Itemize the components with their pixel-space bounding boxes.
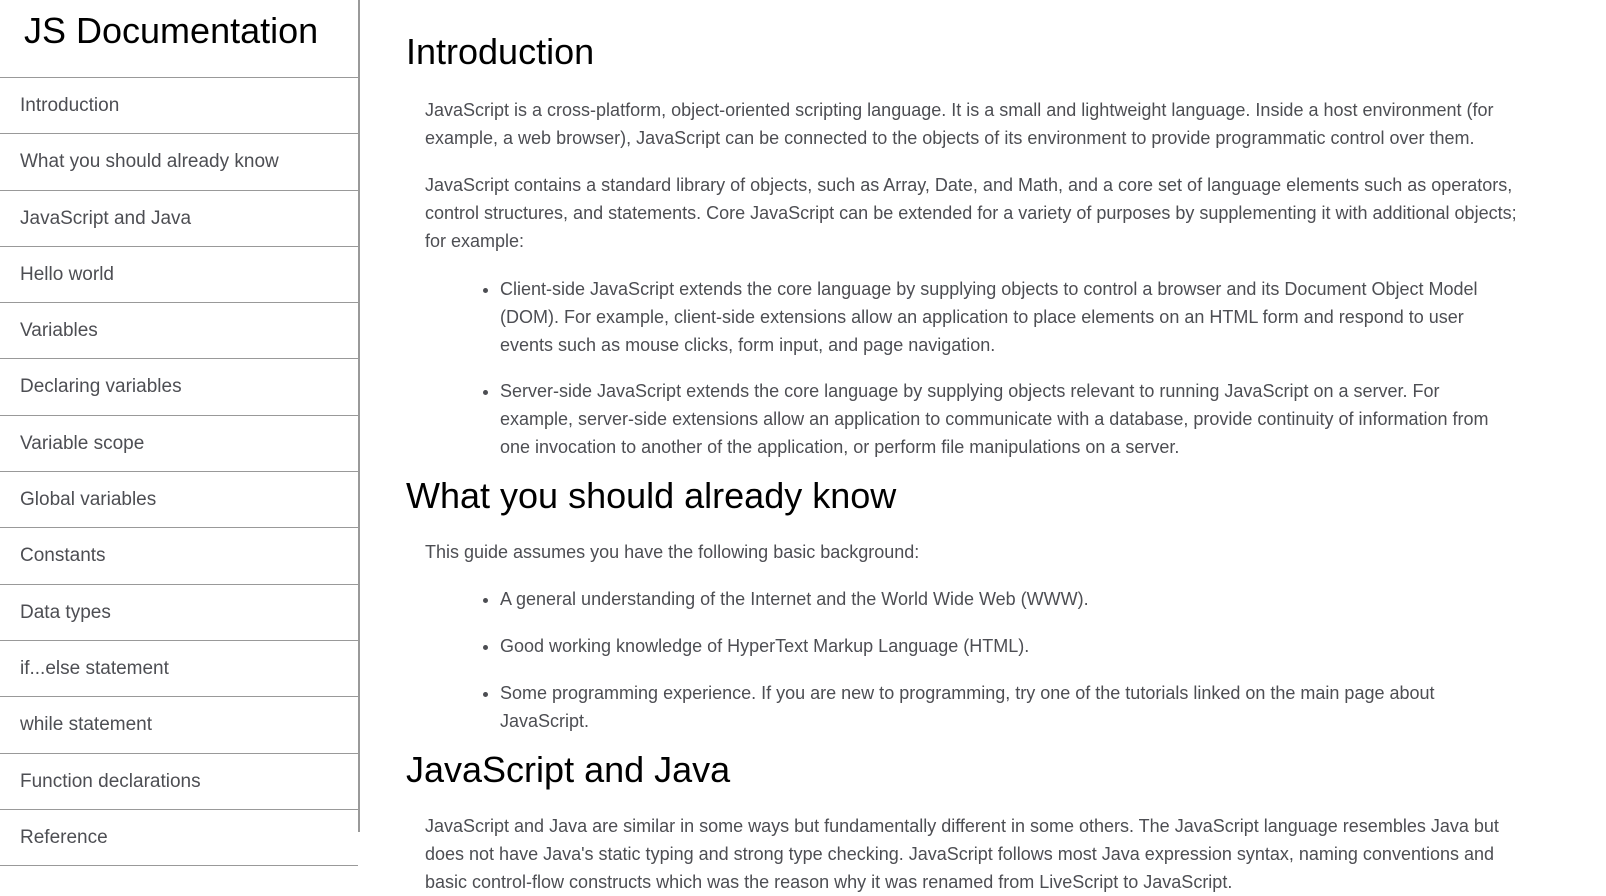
java-paragraph-1: JavaScript and Java are similar in some ways but fundamentally different in some others. The JavaScript language resembles Java but does not have Java's static typing and strong type checking. JavaScript follows most Java expression syntax, naming conventions and basic control-flow constructs which was the reason why it was renamed from LiveScript to JavaScript.: [425, 816, 1499, 892]
nav-link-while-statement[interactable]: while statement: [0, 697, 358, 753]
nav-link-javascript-and-java[interactable]: JavaScript and Java: [0, 191, 358, 247]
nav-link-function-declarations[interactable]: Function declarations: [0, 754, 358, 810]
nav-link-declaring-variables[interactable]: Declaring variables: [0, 359, 358, 415]
nav-link-global-variables[interactable]: Global variables: [0, 472, 358, 528]
nav-link-hello-world[interactable]: Hello world: [0, 247, 358, 303]
navbar-title: JS Documentation: [0, 0, 358, 78]
list-item: • Good working knowledge of HyperText Markup Language (HTML).: [500, 632, 1500, 660]
section-javascript-and-java: [360, 735, 1606, 896]
list-item: • Client-side JavaScript extends the core language by supplying objects to control a browser and its Document Object Model (DOM). For example, client-side extensions allow an application to place elements on an HTML form and respond to user events such as mouse clicks, form input, and page navigation.: [500, 275, 1500, 359]
main-doc: [360, 0, 1517, 892]
list-item: • Server-side JavaScript extends the core language by supplying objects relevant to running JavaScript on a server. For example, server-side extensions allow an application to communicate with a database, provide continuity of information from one invocation to another of the application, or perform file manipulations on a server.: [500, 377, 1500, 461]
section-what-you-should-already-know: [360, 461, 1606, 735]
section-title-what-you-should-already-know: What you should already know: [406, 475, 897, 516]
nav-link-constants[interactable]: Constants: [0, 528, 358, 584]
nav-link-if-else-statement[interactable]: if...else statement: [0, 641, 358, 697]
nav-link-reference[interactable]: Reference: [0, 810, 358, 866]
section-title-javascript-and-java: JavaScript and Java: [406, 749, 731, 790]
know-list: [406, 585, 1500, 735]
section-introduction: [360, 0, 1606, 461]
navbar: [0, 0, 360, 848]
nav-link-introduction[interactable]: Introduction: [0, 78, 358, 134]
section-title-introduction: Introduction: [406, 31, 595, 72]
nav-link-data-types[interactable]: Data types: [0, 585, 358, 641]
list-item: • A general understanding of the Internet and the World Wide Web (WWW).: [500, 585, 1500, 613]
intro-paragraph-1: JavaScript is a cross-platform, object-oriented scripting language. It is a small and lightweight language. Inside a host environment (for example, a web browser), JavaScript can be connected to the objects of its environment to provide programmatic control over them.: [425, 100, 1494, 148]
nav-link-variables[interactable]: Variables: [0, 303, 358, 359]
nav-link-variable-scope[interactable]: Variable scope: [0, 416, 358, 472]
intro-list: [406, 275, 1500, 461]
know-paragraph-1: This guide assumes you have the following basic background:: [425, 542, 920, 562]
intro-paragraph-2: JavaScript contains a standard library of objects, such as Array, Date, and Math, and a core set of language elements such as operators, control structures, and statements. Core JavaScript can be extended for a variety of purposes by supplementing it with additional objects; for example:: [425, 175, 1517, 251]
list-item: • Some programming experience. If you are new to programming, try one of the tutorials linked on the main page about JavaScript.: [500, 679, 1500, 735]
nav-link-what-you-should-already-know[interactable]: What you should already know: [0, 134, 358, 190]
